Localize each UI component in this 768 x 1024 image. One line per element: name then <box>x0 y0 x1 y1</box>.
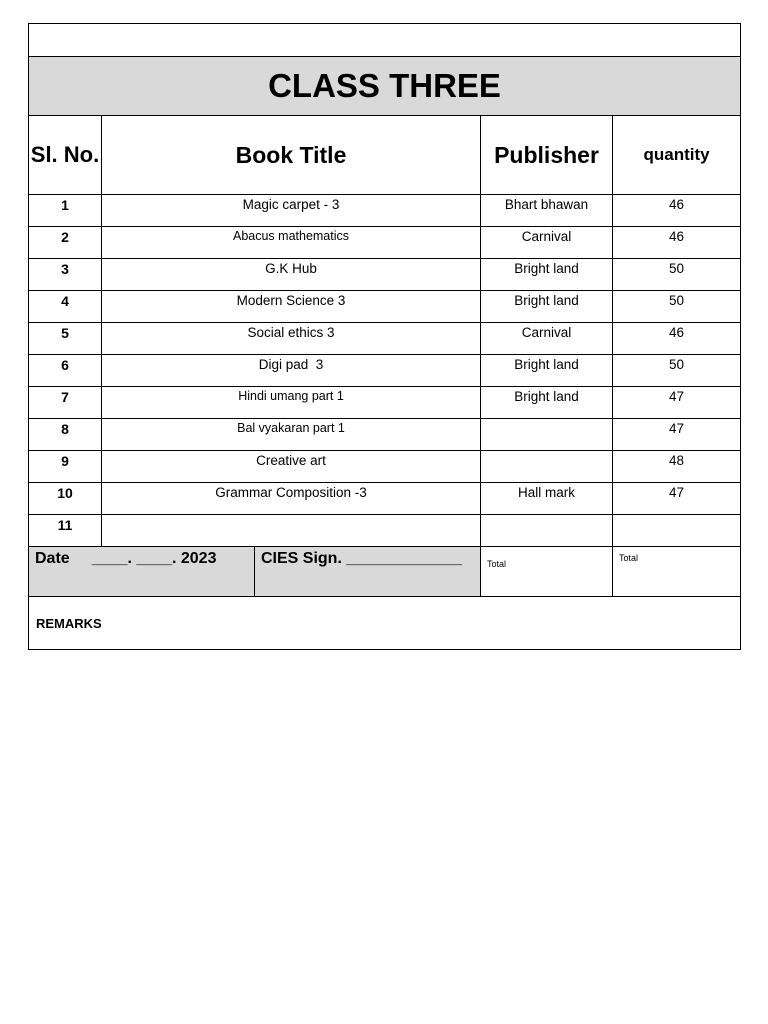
book-title-cell: Magic carpet - 3 <box>102 195 481 227</box>
book-title-cell: Digi pad 3 <box>102 355 481 387</box>
sl-cell: 9 <box>29 451 102 483</box>
quantity-cell: 46 <box>613 323 741 355</box>
sl-cell: 8 <box>29 419 102 451</box>
publisher-cell: Bright land <box>481 259 613 291</box>
sl-cell: 10 <box>29 483 102 515</box>
title-row <box>29 57 741 116</box>
footer-row <box>29 547 741 597</box>
quantity-cell: 48 <box>613 451 741 483</box>
publisher-cell <box>481 451 613 483</box>
table-row <box>29 483 741 515</box>
book-title-cell: G.K Hub <box>102 259 481 291</box>
header-slno: Sl. No. <box>29 116 102 195</box>
book-title-cell: Modern Science 3 <box>102 291 481 323</box>
header-publisher: Publisher <box>481 116 613 195</box>
table-row <box>29 515 741 547</box>
publisher-cell: Carnival <box>481 227 613 259</box>
book-title-cell: Social ethics 3 <box>102 323 481 355</box>
quantity-cell: 50 <box>613 355 741 387</box>
book-list-table <box>28 23 741 650</box>
header-book-title: Book Title <box>102 116 481 195</box>
book-title-cell: Bal vyakaran part 1 <box>102 419 481 451</box>
table-row <box>29 259 741 291</box>
quantity-cell <box>613 515 741 547</box>
sl-cell: 3 <box>29 259 102 291</box>
blank-top-cell <box>29 24 741 57</box>
publisher-cell <box>481 419 613 451</box>
book-title-cell: Hindi umang part 1 <box>102 387 481 419</box>
page-title: CLASS THREE <box>29 57 741 116</box>
quantity-cell: 50 <box>613 259 741 291</box>
table-row <box>29 355 741 387</box>
book-title-cell <box>102 515 481 547</box>
book-title-cell: Grammar Composition -3 <box>102 483 481 515</box>
remarks-row <box>29 597 741 650</box>
table-row <box>29 227 741 259</box>
sl-cell: 1 <box>29 195 102 227</box>
publisher-cell: Bhart bhawan <box>481 195 613 227</box>
sl-cell: 5 <box>29 323 102 355</box>
sl-cell: 7 <box>29 387 102 419</box>
book-title-cell: Creative art <box>102 451 481 483</box>
table-row <box>29 291 741 323</box>
publisher-cell <box>481 515 613 547</box>
cies-sign-field: CIES Sign. _____________ <box>255 547 481 597</box>
total-quantity-cell: Total <box>613 547 741 597</box>
table-row <box>29 387 741 419</box>
book-title-cell: Abacus mathematics <box>102 227 481 259</box>
quantity-cell: 46 <box>613 227 741 259</box>
total-publisher-cell: Total <box>481 547 613 597</box>
publisher-cell: Bright land <box>481 355 613 387</box>
publisher-cell: Bright land <box>481 387 613 419</box>
sl-cell: 6 <box>29 355 102 387</box>
remarks-label: REMARKS <box>29 597 741 650</box>
table-row <box>29 323 741 355</box>
sl-cell: 11 <box>29 515 102 547</box>
publisher-cell: Hall mark <box>481 483 613 515</box>
header-quantity: quantity <box>613 116 741 195</box>
book-list-sheet <box>28 23 740 650</box>
table-row <box>29 195 741 227</box>
quantity-cell: 50 <box>613 291 741 323</box>
quantity-cell: 47 <box>613 387 741 419</box>
date-field: Date ____. ____. 2023 <box>29 547 255 597</box>
sl-cell: 2 <box>29 227 102 259</box>
sl-cell: 4 <box>29 291 102 323</box>
blank-top-row <box>29 24 741 57</box>
quantity-cell: 46 <box>613 195 741 227</box>
header-row <box>29 116 741 195</box>
publisher-cell: Bright land <box>481 291 613 323</box>
table-row <box>29 451 741 483</box>
publisher-cell: Carnival <box>481 323 613 355</box>
table-row <box>29 419 741 451</box>
quantity-cell: 47 <box>613 419 741 451</box>
book-rows <box>29 195 741 547</box>
quantity-cell: 47 <box>613 483 741 515</box>
